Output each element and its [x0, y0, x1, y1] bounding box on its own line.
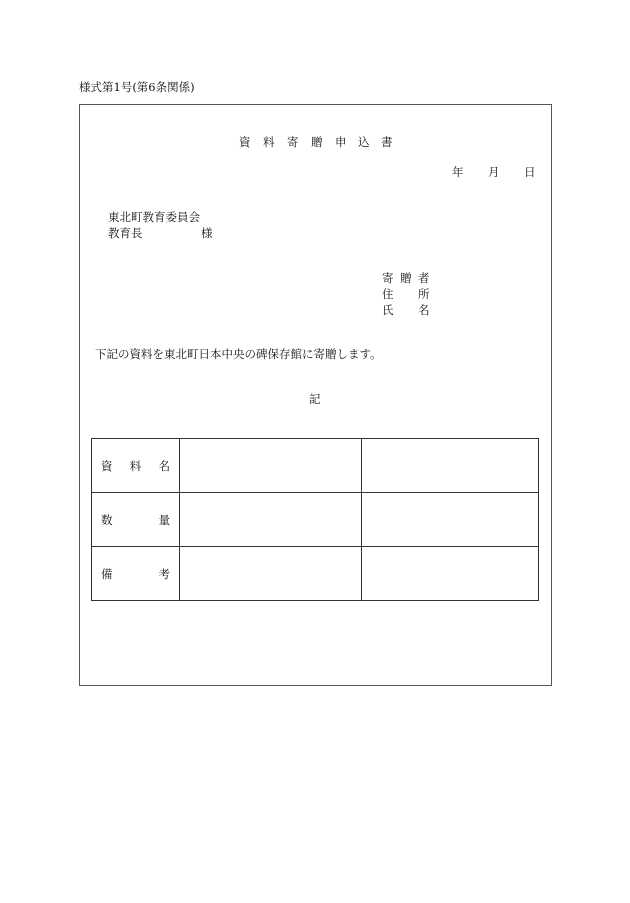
- addressee-org: 東北町教育委員会: [108, 210, 200, 224]
- title-char: 申: [335, 135, 347, 149]
- donor-name-label: 名: [418, 303, 430, 317]
- quantity-field[interactable]: [180, 493, 362, 547]
- table-row: [92, 493, 539, 547]
- label-char: 考: [158, 566, 170, 581]
- title-char: 書: [381, 135, 393, 149]
- title-char: 贈: [311, 135, 323, 149]
- label-char: 資: [101, 458, 113, 473]
- remarks-field[interactable]: [180, 547, 362, 601]
- label-char: 備: [101, 566, 113, 581]
- title-char: 寄: [287, 135, 299, 149]
- date-day: 日: [524, 165, 536, 179]
- donation-table: [91, 438, 539, 601]
- donor-heading-char: 贈: [400, 271, 412, 285]
- body-text: 下記の資料を東北町日本中央の碑保存館に寄贈します。: [95, 347, 382, 361]
- row-label-material-name: [92, 439, 180, 493]
- donor-address-label: 住: [382, 287, 394, 301]
- row-label-remarks: [92, 547, 180, 601]
- label-char: 料: [129, 458, 142, 473]
- table-row: [92, 547, 539, 601]
- label-char: 名: [158, 458, 170, 473]
- date-year: 年: [452, 165, 464, 179]
- donor-heading-char: 寄: [382, 271, 394, 285]
- form-number-label: 様式第1号(第6条関係): [79, 80, 195, 94]
- addressee-honorific: 様: [201, 226, 213, 240]
- quantity-field-2[interactable]: [362, 493, 539, 547]
- label-char: 量: [158, 512, 170, 527]
- title-char: 料: [263, 135, 275, 149]
- label-char: 数: [101, 512, 113, 527]
- donor-address-label: 所: [418, 287, 430, 301]
- ki-heading: 記: [309, 392, 321, 406]
- donor-name-label: 氏: [382, 303, 394, 317]
- title-char: 込: [358, 135, 370, 149]
- row-label-quantity: [92, 493, 180, 547]
- table-row: [92, 439, 539, 493]
- donor-heading-char: 者: [418, 271, 430, 285]
- material-name-field-2[interactable]: [362, 439, 539, 493]
- remarks-field-2[interactable]: [362, 547, 539, 601]
- addressee-title: 教育長: [108, 226, 143, 240]
- material-name-field[interactable]: [180, 439, 362, 493]
- title-char: 資: [239, 135, 251, 149]
- date-month: 月: [488, 165, 500, 179]
